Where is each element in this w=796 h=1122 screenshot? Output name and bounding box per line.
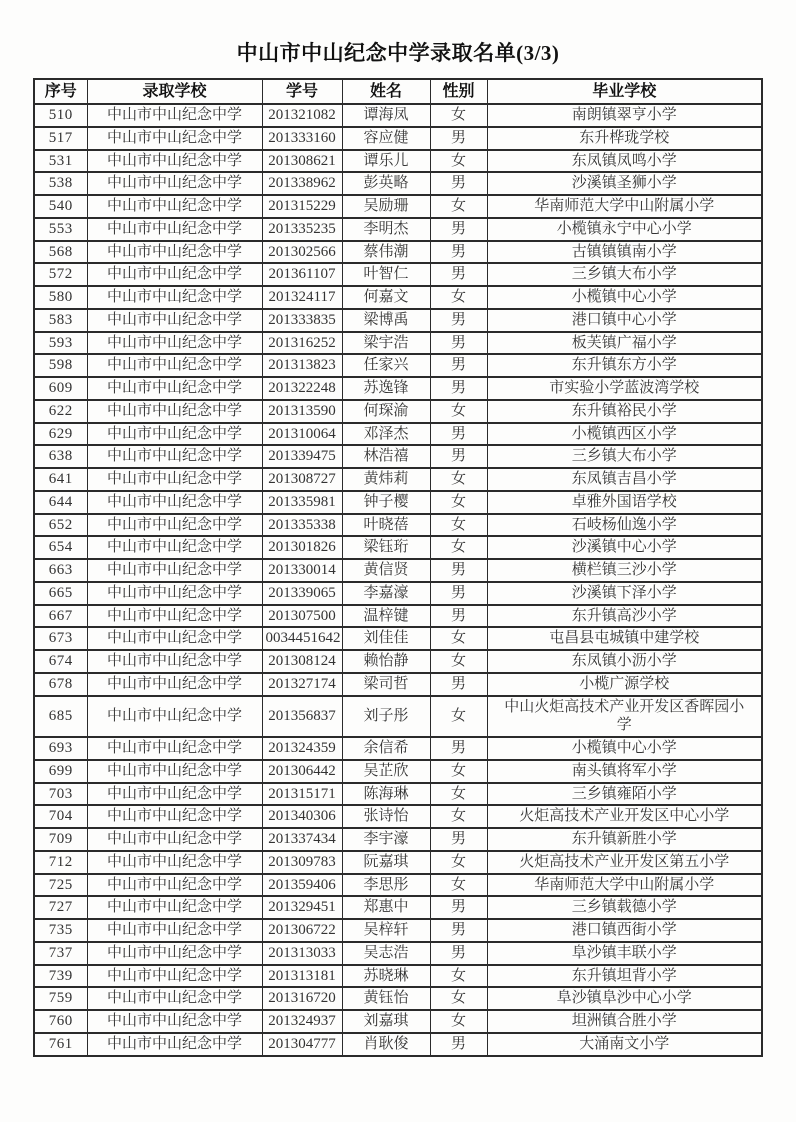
cell-graduated-school: 坦洲镇合胜小学 <box>487 1010 762 1033</box>
cell-admitted-school: 中山市中山纪念中学 <box>87 195 262 218</box>
cell-student-id: 201339475 <box>262 445 342 468</box>
cell-graduated-school: 南朗镇翠亨小学 <box>487 104 762 127</box>
cell-gender: 男 <box>430 377 487 400</box>
cell-seq: 760 <box>34 1010 87 1033</box>
cell-seq: 678 <box>34 673 87 696</box>
cell-gender: 女 <box>430 987 487 1010</box>
table-row <box>34 127 762 150</box>
cell-admitted-school: 中山市中山纪念中学 <box>87 805 262 828</box>
cell-gender: 女 <box>430 536 487 559</box>
cell-gender: 男 <box>430 1033 487 1056</box>
cell-seq: 598 <box>34 354 87 377</box>
cell-name: 黄钰怡 <box>342 987 430 1010</box>
cell-admitted-school: 中山市中山纪念中学 <box>87 696 262 738</box>
cell-graduated-school: 小榄镇西区小学 <box>487 423 762 446</box>
cell-admitted-school: 中山市中山纪念中学 <box>87 828 262 851</box>
table-row <box>34 309 762 332</box>
cell-admitted-school: 中山市中山纪念中学 <box>87 650 262 673</box>
cell-gender: 女 <box>430 514 487 537</box>
cell-name: 刘嘉琪 <box>342 1010 430 1033</box>
cell-graduated-school: 东凤镇小沥小学 <box>487 650 762 673</box>
cell-gender: 女 <box>430 627 487 650</box>
cell-seq: 580 <box>34 286 87 309</box>
cell-gender: 男 <box>430 605 487 628</box>
header-seq: 序号 <box>34 79 87 104</box>
header-admitted-school: 录取学校 <box>87 79 262 104</box>
cell-gender: 男 <box>430 309 487 332</box>
cell-name: 李思彤 <box>342 874 430 897</box>
cell-admitted-school: 中山市中山纪念中学 <box>87 737 262 760</box>
cell-name: 任家兴 <box>342 354 430 377</box>
cell-admitted-school: 中山市中山纪念中学 <box>87 104 262 127</box>
cell-name: 黄炜莉 <box>342 468 430 491</box>
cell-gender: 女 <box>430 104 487 127</box>
cell-gender: 男 <box>430 218 487 241</box>
cell-admitted-school: 中山市中山纪念中学 <box>87 965 262 988</box>
table-row <box>34 760 762 783</box>
cell-name: 梁宇浩 <box>342 332 430 355</box>
cell-seq: 739 <box>34 965 87 988</box>
cell-student-id: 0034451642 <box>262 627 342 650</box>
table-row <box>34 605 762 628</box>
cell-student-id: 201335338 <box>262 514 342 537</box>
cell-name: 吴梓轩 <box>342 919 430 942</box>
cell-seq: 699 <box>34 760 87 783</box>
cell-name: 苏逸锋 <box>342 377 430 400</box>
cell-graduated-school: 东凤镇吉昌小学 <box>487 468 762 491</box>
admission-table <box>33 78 763 1057</box>
header-row <box>34 79 762 104</box>
cell-seq: 685 <box>34 696 87 738</box>
cell-graduated-school: 沙溪镇下泽小学 <box>487 582 762 605</box>
cell-admitted-school: 中山市中山纪念中学 <box>87 309 262 332</box>
cell-gender: 男 <box>430 673 487 696</box>
cell-student-id: 201302566 <box>262 241 342 264</box>
table-row <box>34 828 762 851</box>
table-row <box>34 874 762 897</box>
table-row <box>34 673 762 696</box>
cell-gender: 男 <box>430 423 487 446</box>
cell-gender: 女 <box>430 195 487 218</box>
cell-admitted-school: 中山市中山纪念中学 <box>87 605 262 628</box>
cell-name: 吴志浩 <box>342 942 430 965</box>
cell-student-id: 201301826 <box>262 536 342 559</box>
cell-gender: 男 <box>430 896 487 919</box>
cell-admitted-school: 中山市中山纪念中学 <box>87 536 262 559</box>
cell-student-id: 201313033 <box>262 942 342 965</box>
cell-student-id: 201307500 <box>262 605 342 628</box>
cell-gender: 女 <box>430 696 487 738</box>
cell-gender: 男 <box>430 332 487 355</box>
cell-student-id: 201321082 <box>262 104 342 127</box>
cell-name: 钟子樱 <box>342 491 430 514</box>
cell-student-id: 201313823 <box>262 354 342 377</box>
table-row <box>34 627 762 650</box>
header-graduated-school: 毕业学校 <box>487 79 762 104</box>
table-row <box>34 104 762 127</box>
table-row <box>34 195 762 218</box>
cell-seq: 667 <box>34 605 87 628</box>
cell-name: 赖怡静 <box>342 650 430 673</box>
page-title: 中山市中山纪念中学录取名单(3/3) <box>236 41 560 65</box>
cell-name: 肖耿俊 <box>342 1033 430 1056</box>
cell-name: 何嘉文 <box>342 286 430 309</box>
cell-graduated-school: 阜沙镇阜沙中心小学 <box>487 987 762 1010</box>
cell-graduated-school: 沙溪镇中心小学 <box>487 536 762 559</box>
cell-student-id: 201339065 <box>262 582 342 605</box>
cell-admitted-school: 中山市中山纪念中学 <box>87 673 262 696</box>
cell-graduated-school: 东升镇裕民小学 <box>487 400 762 423</box>
table-row <box>34 650 762 673</box>
cell-graduated-school: 东升镇高沙小学 <box>487 605 762 628</box>
cell-admitted-school: 中山市中山纪念中学 <box>87 942 262 965</box>
cell-name: 刘子彤 <box>342 696 430 738</box>
cell-seq: 652 <box>34 514 87 537</box>
cell-gender: 女 <box>430 965 487 988</box>
cell-student-id: 201330014 <box>262 559 342 582</box>
table-row <box>34 896 762 919</box>
cell-admitted-school: 中山市中山纪念中学 <box>87 377 262 400</box>
cell-admitted-school: 中山市中山纪念中学 <box>87 354 262 377</box>
cell-name: 阮嘉琪 <box>342 851 430 874</box>
cell-student-id: 201361107 <box>262 263 342 286</box>
cell-name: 谭乐儿 <box>342 150 430 173</box>
cell-graduated-school: 石岐杨仙逸小学 <box>487 514 762 537</box>
cell-admitted-school: 中山市中山纪念中学 <box>87 783 262 806</box>
table-row <box>34 354 762 377</box>
cell-seq: 510 <box>34 104 87 127</box>
cell-seq: 674 <box>34 650 87 673</box>
cell-student-id: 201308621 <box>262 150 342 173</box>
cell-gender: 女 <box>430 783 487 806</box>
cell-name: 李明杰 <box>342 218 430 241</box>
table-row <box>34 737 762 760</box>
cell-seq: 673 <box>34 627 87 650</box>
cell-student-id: 201324117 <box>262 286 342 309</box>
cell-seq: 553 <box>34 218 87 241</box>
cell-student-id: 201333835 <box>262 309 342 332</box>
cell-gender: 女 <box>430 874 487 897</box>
cell-seq: 727 <box>34 896 87 919</box>
cell-student-id: 201333160 <box>262 127 342 150</box>
cell-graduated-school: 华南师范大学中山附属小学 <box>487 874 762 897</box>
header-student-id: 学号 <box>262 79 342 104</box>
cell-graduated-school: 三乡镇载德小学 <box>487 896 762 919</box>
cell-name: 叶智仁 <box>342 263 430 286</box>
cell-admitted-school: 中山市中山纪念中学 <box>87 582 262 605</box>
cell-gender: 女 <box>430 491 487 514</box>
cell-name: 李嘉濠 <box>342 582 430 605</box>
cell-graduated-school: 大涌南文小学 <box>487 1033 762 1056</box>
cell-graduated-school: 东升镇东方小学 <box>487 354 762 377</box>
cell-admitted-school: 中山市中山纪念中学 <box>87 874 262 897</box>
cell-graduated-school: 卓雅外国语学校 <box>487 491 762 514</box>
cell-graduated-school: 华南师范大学中山附属小学 <box>487 195 762 218</box>
cell-graduated-school: 三乡镇大布小学 <box>487 445 762 468</box>
cell-gender: 男 <box>430 919 487 942</box>
cell-gender: 女 <box>430 1010 487 1033</box>
table-row <box>34 514 762 537</box>
table-row <box>34 423 762 446</box>
cell-name: 吴芷欣 <box>342 760 430 783</box>
cell-student-id: 201308727 <box>262 468 342 491</box>
cell-gender: 男 <box>430 828 487 851</box>
cell-student-id: 201322248 <box>262 377 342 400</box>
header-name: 姓名 <box>342 79 430 104</box>
cell-seq: 641 <box>34 468 87 491</box>
cell-name: 谭海凤 <box>342 104 430 127</box>
cell-name: 黄信贤 <box>342 559 430 582</box>
cell-graduated-school: 小榄镇中心小学 <box>487 737 762 760</box>
cell-admitted-school: 中山市中山纪念中学 <box>87 987 262 1010</box>
cell-gender: 女 <box>430 650 487 673</box>
cell-admitted-school: 中山市中山纪念中学 <box>87 468 262 491</box>
cell-student-id: 201313181 <box>262 965 342 988</box>
cell-seq: 712 <box>34 851 87 874</box>
cell-graduated-school: 南头镇将军小学 <box>487 760 762 783</box>
cell-graduated-school: 沙溪镇圣狮小学 <box>487 172 762 195</box>
cell-admitted-school: 中山市中山纪念中学 <box>87 760 262 783</box>
table-row <box>34 491 762 514</box>
cell-gender: 女 <box>430 286 487 309</box>
cell-gender: 男 <box>430 263 487 286</box>
cell-student-id: 201324937 <box>262 1010 342 1033</box>
cell-graduated-school: 东升镇新胜小学 <box>487 828 762 851</box>
cell-name: 林浩禧 <box>342 445 430 468</box>
cell-gender: 男 <box>430 942 487 965</box>
cell-name: 刘佳佳 <box>342 627 430 650</box>
cell-name: 苏晓琳 <box>342 965 430 988</box>
cell-student-id: 201324359 <box>262 737 342 760</box>
cell-gender: 男 <box>430 559 487 582</box>
cell-admitted-school: 中山市中山纪念中学 <box>87 896 262 919</box>
cell-seq: 735 <box>34 919 87 942</box>
table-row <box>34 1010 762 1033</box>
table-row <box>34 987 762 1010</box>
cell-admitted-school: 中山市中山纪念中学 <box>87 172 262 195</box>
cell-seq: 583 <box>34 309 87 332</box>
cell-admitted-school: 中山市中山纪念中学 <box>87 263 262 286</box>
cell-seq: 693 <box>34 737 87 760</box>
table-row <box>34 851 762 874</box>
cell-gender: 男 <box>430 172 487 195</box>
cell-graduated-school: 三乡镇雍陌小学 <box>487 783 762 806</box>
cell-gender: 男 <box>430 354 487 377</box>
cell-student-id: 201338962 <box>262 172 342 195</box>
cell-student-id: 201316252 <box>262 332 342 355</box>
cell-seq: 609 <box>34 377 87 400</box>
cell-seq: 737 <box>34 942 87 965</box>
cell-graduated-school: 东升桦珑学校 <box>487 127 762 150</box>
cell-seq: 654 <box>34 536 87 559</box>
table-row <box>34 559 762 582</box>
table-row <box>34 400 762 423</box>
cell-name: 彭英略 <box>342 172 430 195</box>
table-row <box>34 919 762 942</box>
cell-name: 蔡伟潮 <box>342 241 430 264</box>
cell-admitted-school: 中山市中山纪念中学 <box>87 400 262 423</box>
table-row <box>34 783 762 806</box>
cell-admitted-school: 中山市中山纪念中学 <box>87 332 262 355</box>
cell-admitted-school: 中山市中山纪念中学 <box>87 919 262 942</box>
table-row <box>34 805 762 828</box>
cell-seq: 665 <box>34 582 87 605</box>
table-row <box>34 377 762 400</box>
cell-seq: 517 <box>34 127 87 150</box>
cell-graduated-school: 板芙镇广福小学 <box>487 332 762 355</box>
cell-name: 郑惠中 <box>342 896 430 919</box>
cell-name: 余信希 <box>342 737 430 760</box>
cell-name: 何琛渝 <box>342 400 430 423</box>
cell-seq: 709 <box>34 828 87 851</box>
cell-gender: 男 <box>430 127 487 150</box>
header-gender: 性别 <box>430 79 487 104</box>
cell-student-id: 201359406 <box>262 874 342 897</box>
table-row <box>34 536 762 559</box>
cell-gender: 女 <box>430 400 487 423</box>
cell-name: 吴励珊 <box>342 195 430 218</box>
cell-graduated-school: 火炬高技术产业开发区中心小学 <box>487 805 762 828</box>
cell-admitted-school: 中山市中山纪念中学 <box>87 491 262 514</box>
cell-student-id: 201308124 <box>262 650 342 673</box>
cell-student-id: 201306442 <box>262 760 342 783</box>
cell-gender: 男 <box>430 241 487 264</box>
cell-admitted-school: 中山市中山纪念中学 <box>87 127 262 150</box>
cell-admitted-school: 中山市中山纪念中学 <box>87 445 262 468</box>
cell-student-id: 201356837 <box>262 696 342 738</box>
cell-graduated-school: 中山火炬高技术产业开发区香晖园小学 <box>487 696 762 738</box>
cell-gender: 男 <box>430 445 487 468</box>
cell-seq: 538 <box>34 172 87 195</box>
table-row <box>34 1033 762 1056</box>
cell-name: 李宇濠 <box>342 828 430 851</box>
table-row <box>34 150 762 173</box>
cell-admitted-school: 中山市中山纪念中学 <box>87 1033 262 1056</box>
cell-seq: 704 <box>34 805 87 828</box>
cell-graduated-school: 港口镇中心小学 <box>487 309 762 332</box>
cell-gender: 女 <box>430 760 487 783</box>
table-row <box>34 241 762 264</box>
cell-seq: 644 <box>34 491 87 514</box>
cell-gender: 女 <box>430 805 487 828</box>
cell-admitted-school: 中山市中山纪念中学 <box>87 627 262 650</box>
cell-seq: 725 <box>34 874 87 897</box>
cell-seq: 593 <box>34 332 87 355</box>
cell-student-id: 201327174 <box>262 673 342 696</box>
cell-graduated-school: 小榄广源学校 <box>487 673 762 696</box>
table-row <box>34 172 762 195</box>
cell-name: 梁钰珩 <box>342 536 430 559</box>
cell-student-id: 201316720 <box>262 987 342 1010</box>
table-header <box>34 79 762 104</box>
cell-name: 温梓键 <box>342 605 430 628</box>
cell-student-id: 201337434 <box>262 828 342 851</box>
table-row <box>34 263 762 286</box>
cell-student-id: 201304777 <box>262 1033 342 1056</box>
cell-admitted-school: 中山市中山纪念中学 <box>87 514 262 537</box>
cell-admitted-school: 中山市中山纪念中学 <box>87 423 262 446</box>
table-row <box>34 696 762 738</box>
table-row <box>34 965 762 988</box>
table-row <box>34 332 762 355</box>
cell-name: 张诗怡 <box>342 805 430 828</box>
cell-name: 陈海琳 <box>342 783 430 806</box>
table-row <box>34 582 762 605</box>
cell-name: 梁博禹 <box>342 309 430 332</box>
table-row <box>34 468 762 491</box>
cell-admitted-school: 中山市中山纪念中学 <box>87 851 262 874</box>
cell-name: 叶晓蓓 <box>342 514 430 537</box>
cell-graduated-school: 东凤镇凤鸣小学 <box>487 150 762 173</box>
cell-student-id: 201309783 <box>262 851 342 874</box>
table-row <box>34 286 762 309</box>
cell-gender: 女 <box>430 468 487 491</box>
cell-student-id: 201313590 <box>262 400 342 423</box>
cell-student-id: 201315229 <box>262 195 342 218</box>
cell-seq: 572 <box>34 263 87 286</box>
cell-student-id: 201329451 <box>262 896 342 919</box>
cell-gender: 男 <box>430 737 487 760</box>
table-row <box>34 445 762 468</box>
cell-seq: 663 <box>34 559 87 582</box>
table-row <box>34 218 762 241</box>
cell-admitted-school: 中山市中山纪念中学 <box>87 218 262 241</box>
cell-admitted-school: 中山市中山纪念中学 <box>87 150 262 173</box>
cell-graduated-school: 东升镇坦背小学 <box>487 965 762 988</box>
cell-seq: 703 <box>34 783 87 806</box>
cell-graduated-school: 三乡镇大布小学 <box>487 263 762 286</box>
cell-student-id: 201340306 <box>262 805 342 828</box>
cell-student-id: 201335981 <box>262 491 342 514</box>
cell-seq: 761 <box>34 1033 87 1056</box>
cell-name: 容应健 <box>342 127 430 150</box>
table-row <box>34 942 762 965</box>
cell-gender: 女 <box>430 851 487 874</box>
cell-graduated-school: 古镇镇镇南小学 <box>487 241 762 264</box>
table-body <box>34 104 762 1056</box>
cell-name: 梁司哲 <box>342 673 430 696</box>
cell-seq: 638 <box>34 445 87 468</box>
cell-seq: 540 <box>34 195 87 218</box>
cell-student-id: 201315171 <box>262 783 342 806</box>
cell-student-id: 201306722 <box>262 919 342 942</box>
cell-graduated-school: 市实验小学蓝波湾学校 <box>487 377 762 400</box>
cell-graduated-school: 屯昌县屯城镇中建学校 <box>487 627 762 650</box>
cell-seq: 759 <box>34 987 87 1010</box>
cell-admitted-school: 中山市中山纪念中学 <box>87 1010 262 1033</box>
cell-seq: 531 <box>34 150 87 173</box>
cell-seq: 629 <box>34 423 87 446</box>
cell-graduated-school: 港口镇西街小学 <box>487 919 762 942</box>
cell-seq: 622 <box>34 400 87 423</box>
cell-admitted-school: 中山市中山纪念中学 <box>87 241 262 264</box>
cell-admitted-school: 中山市中山纪念中学 <box>87 286 262 309</box>
cell-graduated-school: 小榄镇中心小学 <box>487 286 762 309</box>
cell-seq: 568 <box>34 241 87 264</box>
cell-graduated-school: 火炬高技术产业开发区第五小学 <box>487 851 762 874</box>
cell-gender: 男 <box>430 582 487 605</box>
cell-student-id: 201310064 <box>262 423 342 446</box>
cell-graduated-school: 横栏镇三沙小学 <box>487 559 762 582</box>
cell-graduated-school: 阜沙镇丰联小学 <box>487 942 762 965</box>
cell-name: 邓泽杰 <box>342 423 430 446</box>
cell-student-id: 201335235 <box>262 218 342 241</box>
cell-gender: 女 <box>430 150 487 173</box>
cell-admitted-school: 中山市中山纪念中学 <box>87 559 262 582</box>
cell-graduated-school: 小榄镇永宁中心小学 <box>487 218 762 241</box>
